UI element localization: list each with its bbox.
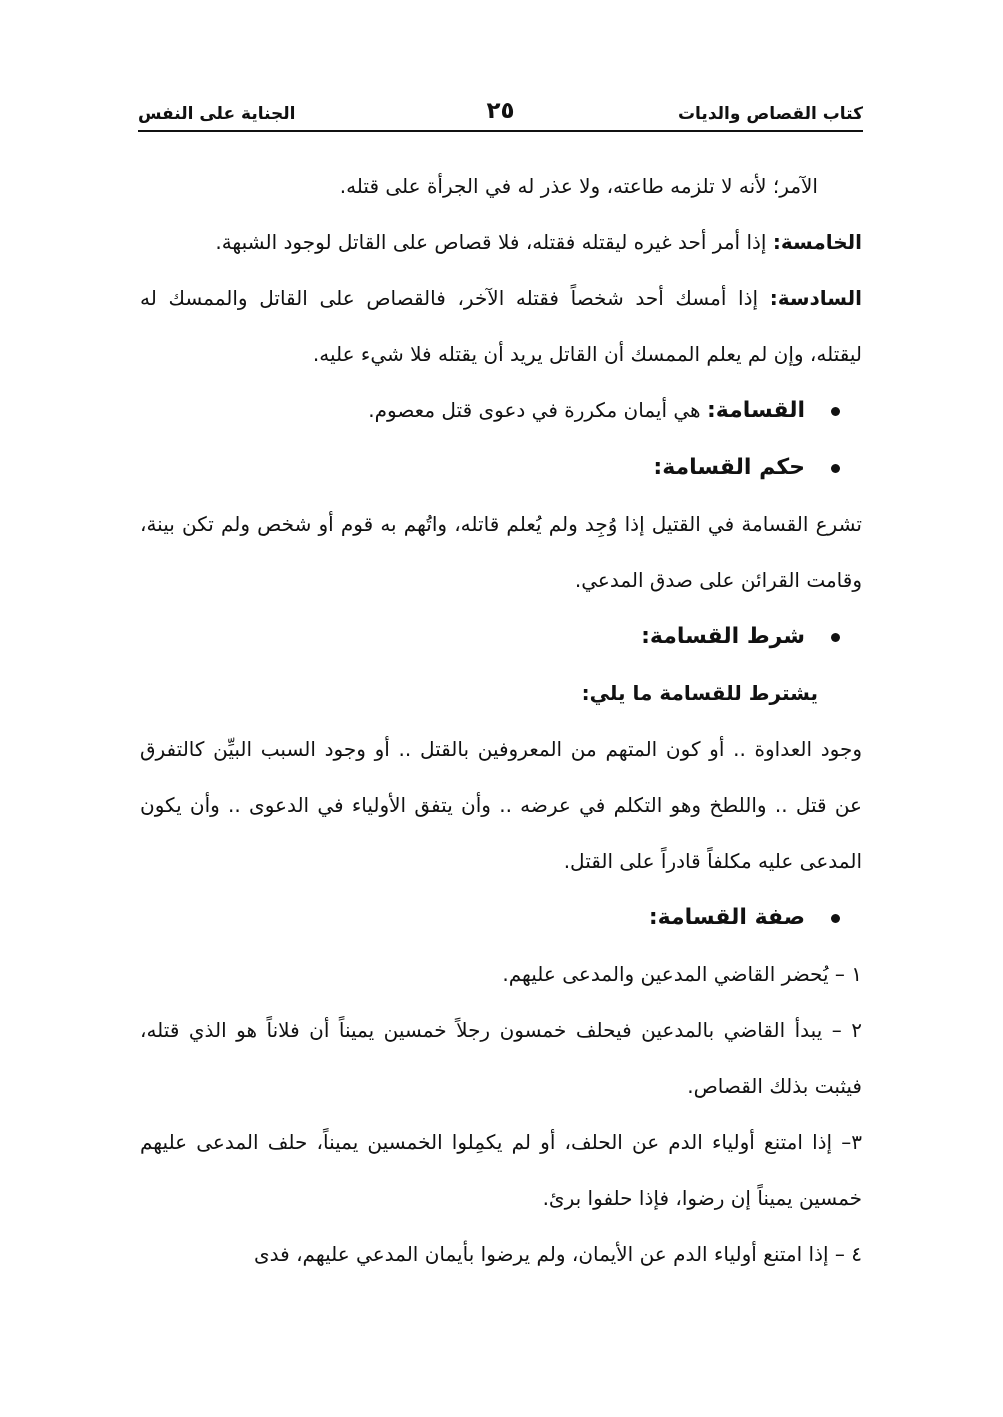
procedure-item-2: ٢ – يبدأ القاضي بالمدعين فيحلف خمسون رجلاً خمسين يميناً أن فلاناً هو الذي قتله، فيثبت بذلك القصاص. xyxy=(140,1018,862,1098)
chapter-title: الجناية على النفس xyxy=(138,104,296,124)
fifth-case-label: الخامسة: xyxy=(772,230,862,254)
paragraph-conditions-intro: يشترط للقسامة ما يلي: xyxy=(581,681,818,705)
paragraph-ruling: تشرع القسامة في القتيل إذا وُجِد ولم يُعلم قاتله، واتُهم به قوم أو شخص ولم تكن بينة، وقامت القرائن على صدق المدعي. xyxy=(140,512,862,592)
qasama-condition-heading: شرط القسامة: xyxy=(641,624,805,649)
procedure-item-1: ١ – يُحضر القاضي المدعين والمدعى عليهم. xyxy=(502,962,862,986)
qasama-procedure-heading: صفة القسامة: xyxy=(648,905,805,930)
bullet-qasama-ruling xyxy=(140,439,862,496)
book-title: كتاب القصاص والديات xyxy=(677,104,863,124)
sixth-case-label: السادسة: xyxy=(769,286,862,310)
paragraph-conditions: وجود العداوة .. أو كون المتهم من المعروفين بالقتل .. أو وجود السبب البيِّن كالتفرق عن قتل .. واللطخ وهو التكلم في عرضه .. وأن يتفق الأولياء في الدعوى .. وأن يكون المدعى عليه مكلفاً قادراً على القتل. xyxy=(140,737,862,873)
bullet-icon xyxy=(831,914,840,923)
page-number: ٢٥ xyxy=(486,98,515,124)
bullet-icon xyxy=(831,633,840,642)
qasama-ruling-heading: حكم القسامة: xyxy=(653,455,805,480)
bullet-qasama-definition xyxy=(140,382,862,439)
procedure-item-4: ٤ – إذا امتنع أولياء الدم عن الأيمان، ولم يرضوا بأيمان المدعي عليهم، فدى xyxy=(254,1242,862,1266)
paragraph-fifth-case xyxy=(140,214,862,270)
paragraph-1: الآمر؛ لأنه لا تلزمه طاعته، ولا عذر له في الجرأة على قتله. xyxy=(339,174,818,198)
sixth-case-text: إذا أمسك أحد شخصاً فقتله الآخر، فالقصاص على القاتل والممسك له ليقتله، وإن لم يعلم الممسك أن القاتل يريد أن يقتله فلا شيء عليه. xyxy=(140,286,862,366)
bullet-qasama-procedure xyxy=(140,889,862,946)
bullet-icon xyxy=(831,464,840,473)
page-body xyxy=(140,158,862,1282)
bullet-qasama-condition xyxy=(140,608,862,665)
page-header xyxy=(138,98,863,128)
qasama-definition-text: هي أيمان مكررة في دعوى قتل معصوم. xyxy=(368,398,707,422)
paragraph-sixth-case xyxy=(140,270,862,382)
bullet-icon xyxy=(831,407,840,416)
procedure-item-3: ٣– إذا امتنع أولياء الدم عن الحلف، أو لم يكمِلوا الخمسين يميناً، حلف المدعى عليهم خمسين يميناً إن رضوا، فإذا حلفوا برئ. xyxy=(140,1130,862,1210)
fifth-case-text: إذا أمر أحد غيره ليقتله فقتله، فلا قصاص على القاتل لوجود الشبهة. xyxy=(215,230,773,254)
header-divider xyxy=(138,130,863,132)
qasama-label: القسامة: xyxy=(706,398,805,423)
